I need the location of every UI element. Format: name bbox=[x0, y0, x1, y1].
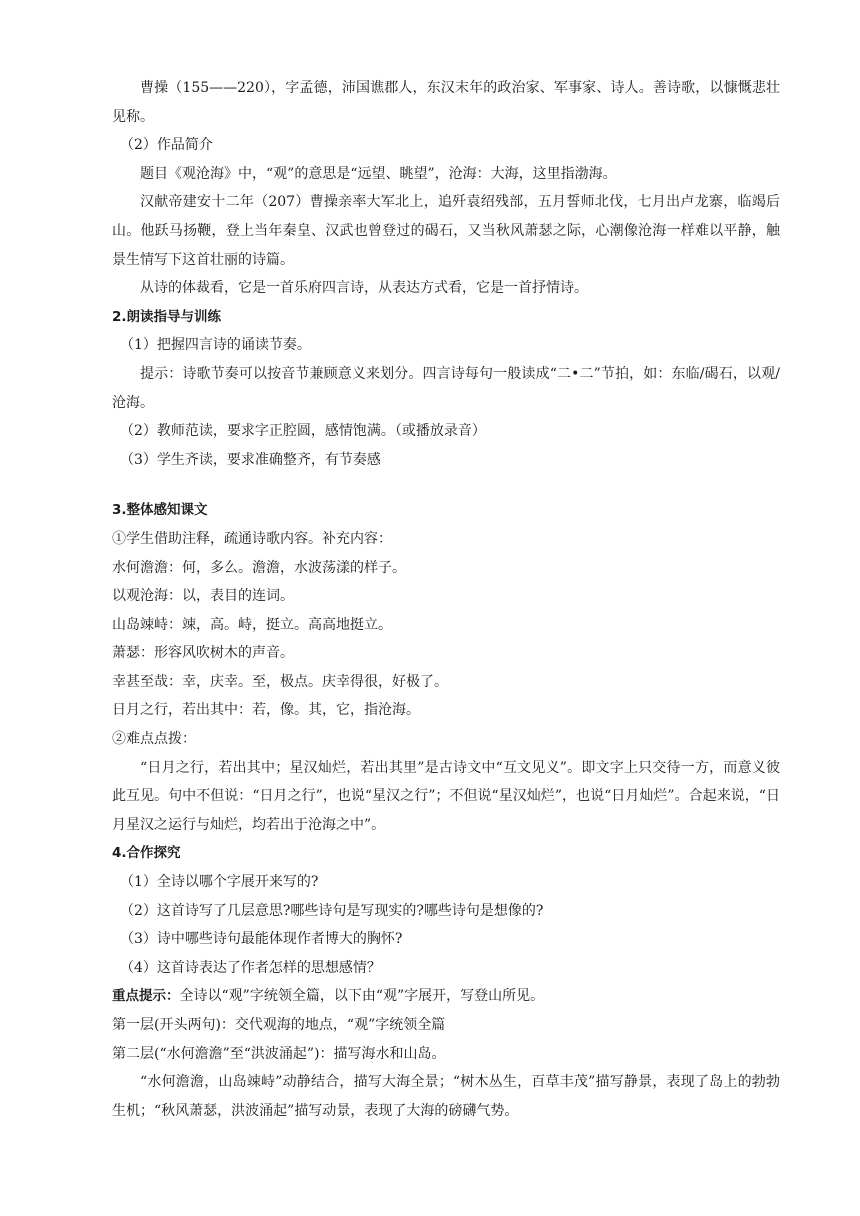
annotation-line: 山岛竦峙：竦，高。峙，挺立。高高地挺立。 bbox=[112, 616, 392, 633]
layer-1: 第一层(开头两句)：交代观海的地点，“观”字统领全篇 bbox=[112, 1017, 446, 1033]
annotation-line: 以观沧海：以，表目的连词。 bbox=[112, 588, 294, 605]
annotation-line: 幸甚至哉：幸，庆幸。至，极点。庆幸得很，好极了。 bbox=[112, 673, 448, 690]
key-tip-label: 重点提示： bbox=[112, 988, 180, 1005]
question-item: （2）这首诗写了几层意思?哪些诗句是写现实的?哪些诗句是想像的? bbox=[120, 902, 544, 919]
reading-item-3: （3）学生齐读，要求准确整齐，有节奏感 bbox=[120, 451, 381, 468]
key-tip bbox=[112, 982, 780, 1011]
work-intro-heading: （2）作品简介 bbox=[120, 137, 213, 154]
spacer bbox=[112, 474, 780, 496]
reading-tip: 提示：诗歌节奏可以按音节兼顾意义来划分。四言诗每句一般读成“二•二”节拍，如：东临/碣石，以观/沧海。 bbox=[112, 365, 780, 411]
step-1: ①学生借助注释，疏通诗歌内容。补充内容： bbox=[112, 530, 392, 547]
question-item: （3）诗中哪些诗句最能体现作者博大的胸怀? bbox=[120, 931, 403, 948]
step-2: ②难点点拨： bbox=[112, 731, 196, 748]
section-4-heading: 4.合作探究 bbox=[112, 845, 181, 862]
difficulty-explanation: “日月之行，若出其中；星汉灿烂，若出其里”是古诗文中“互文见义”。即文字上只交待一方，而意义彼此互见。句中不但说：“日月之行”，也说“星汉之行”；不但说“星汉灿烂”，也说“日月灿烂”。合起来说，“日月星汉之运行与灿烂，均若出于沧海之中”。 bbox=[112, 759, 780, 833]
layer-analysis: “水何澹澹，山岛竦峙”动静结合，描写大海全景；“树木丛生，百草丰茂”描写静景，表现了岛上的勃勃生机；“秋风萧瑟，洪波涌起”描写动景，表现了大海的磅礴气势。 bbox=[112, 1074, 780, 1119]
annotation-line: 萧瑟：形容风吹树木的声音。 bbox=[112, 645, 294, 662]
key-tip-text: 全诗以“观”字统领全篇，以下由“观”字展开，写登山所见。 bbox=[179, 988, 545, 1005]
layer-2: 第二层(“水何澹澹”至“洪波涌起”)：描写海水和山岛。 bbox=[112, 1045, 446, 1062]
reading-item-1: （1）把握四言诗的诵读节奏。 bbox=[120, 337, 311, 354]
section-2-heading: 2.朗读指导与训练 bbox=[112, 308, 222, 325]
annotation-line: 日月之行，若出其中：若，像。其，它，指沧海。 bbox=[112, 702, 420, 719]
annotation-line: 水何澹澹：何，多么。澹澹，水波荡漾的样子。 bbox=[112, 559, 406, 576]
writing-background: 汉献帝建安十二年（207）曹操亲率大军北上，追歼袁绍残部，五月誓师北伐，七月出卢龙寨，临竭后山。他跃马扬鞭，登上当年秦皇、汉武也曾登过的碣石，又当秋风萧瑟之际，心潮像沧海一样难以平静，触景生情写下这首壮丽的诗篇。 bbox=[112, 194, 780, 268]
question-item: （1）全诗以哪个字展开来写的? bbox=[120, 874, 319, 891]
genre-note: 从诗的体裁看，它是一首乐府四言诗，从表达方式看，它是一首抒情诗。 bbox=[140, 280, 588, 297]
author-bio: 曹操（155——220），字孟德，沛国谯郡人，东汉末年的政治家、军事家、诗人。善诗歌，以慷慨悲壮见称。 bbox=[112, 80, 780, 125]
title-explanation: 题目《观沧海》中，“观”的意思是“远望、眺望”，沧海：大海，这里指渤海。 bbox=[140, 165, 617, 182]
reading-item-2: （2）教师范读，要求字正腔圆，感情饱满。（或播放录音） bbox=[120, 423, 486, 440]
section-3-heading: 3.整体感知课文 bbox=[112, 502, 208, 519]
question-item: （4）这首诗表达了作者怎样的思想感情？ bbox=[120, 959, 381, 976]
document-page bbox=[112, 74, 780, 1125]
